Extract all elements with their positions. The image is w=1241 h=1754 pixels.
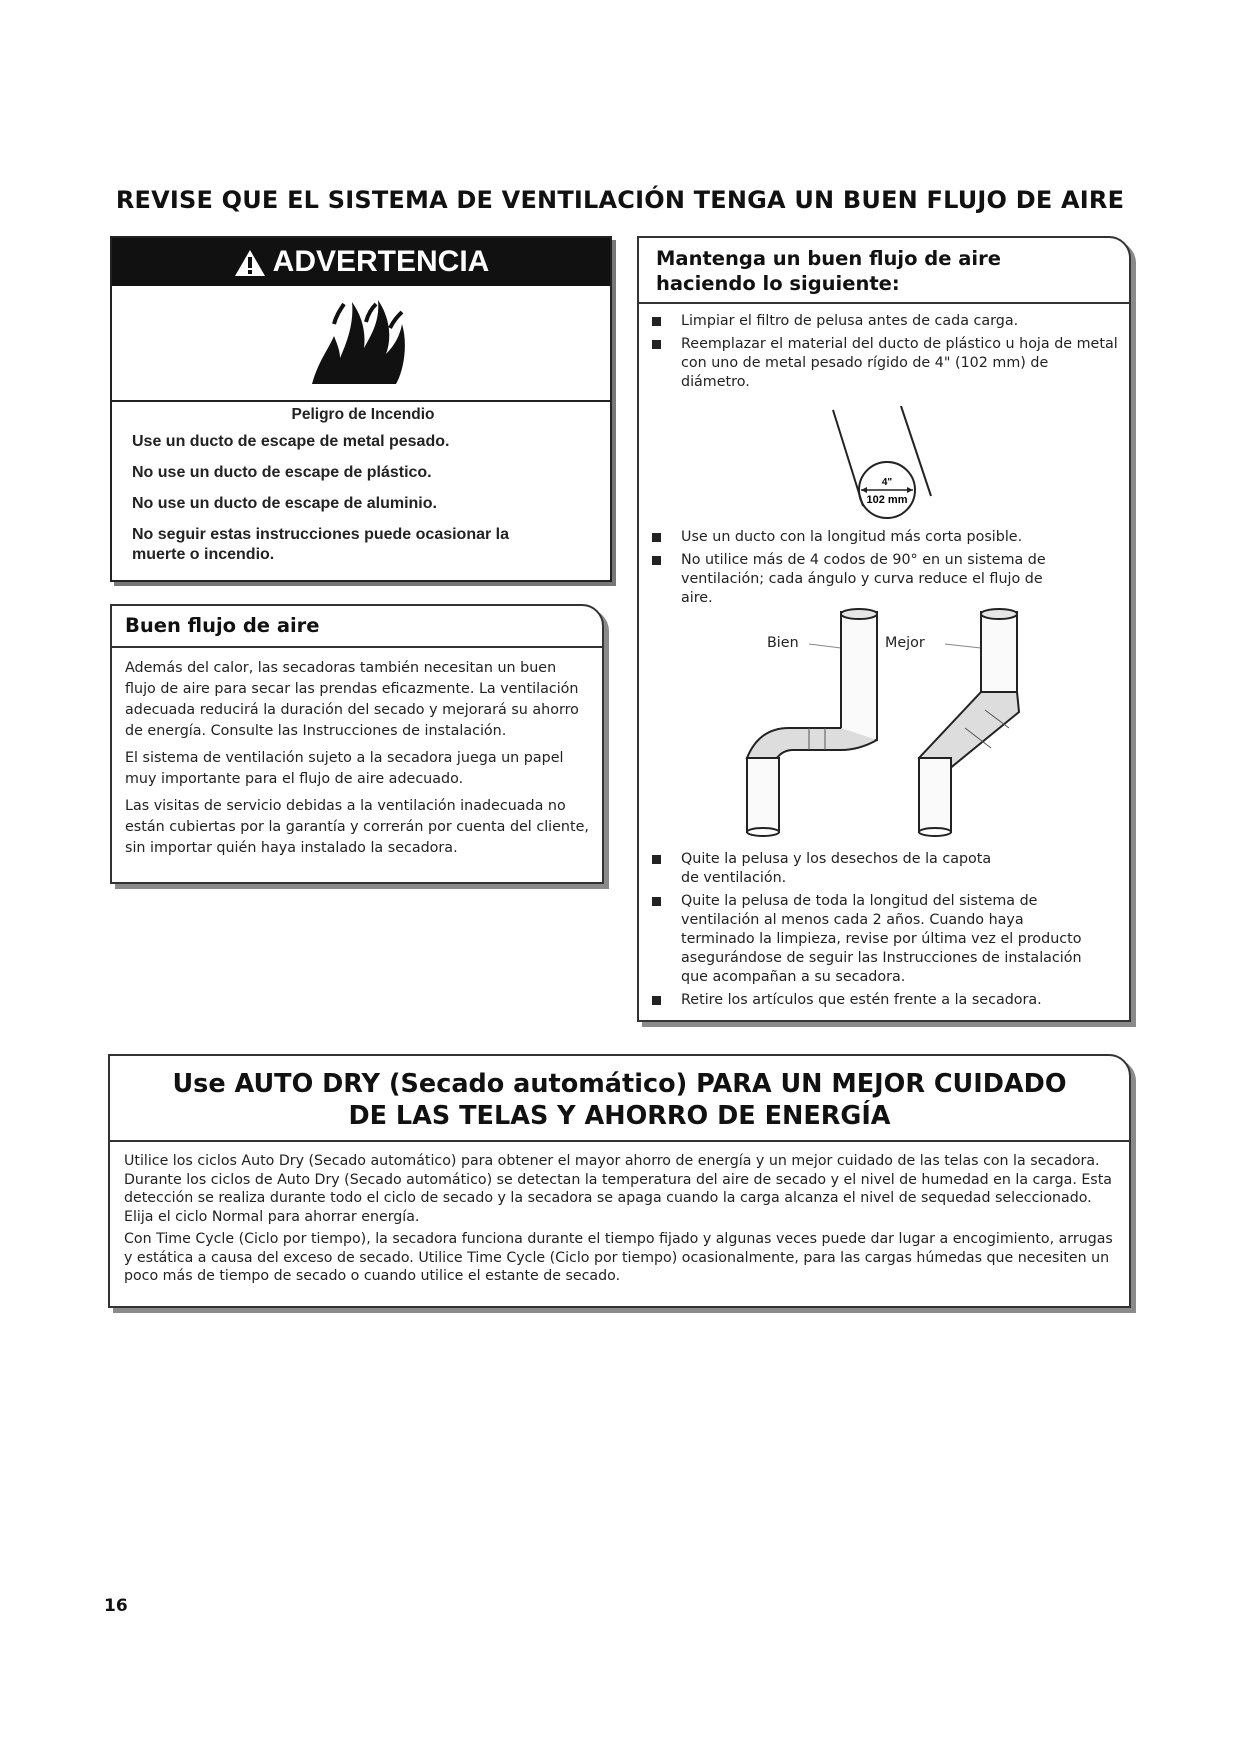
airflow-paragraph: Además del calor, las secadoras también necesitan un buen flujo de aire para secar las prendas eficazmente. La ventilación adecuada reducirá la duración del secado y mejorará su ahorro de energía. Consulte las Instrucciones de instalación. <box>125 660 579 739</box>
bullet-item: Quite la pelusa de toda la longitud del sistema de ventilación al menos cada 2 años. Cuando haya terminado la limpieza, revise por última vez el producto asegurándose de seguir las Instrucciones de instalación que acompañan a su secadora. <box>647 892 1101 987</box>
airflow-paragraph: El sistema de ventilación sujeto a la secadora juega un papel muy importante para el flujo de aire adecuado. <box>125 750 564 787</box>
warning-text <box>132 406 594 576</box>
warning-line: No use un ducto de escape de plástico. <box>132 464 432 481</box>
airflow-box <box>110 604 604 884</box>
airflow-title: Buen flujo de aire <box>112 606 602 648</box>
label-better: Mejor <box>885 635 925 651</box>
autodry-paragraph: Utilice los ciclos Auto Dry (Secado automático) para obtener el mayor ahorro de energía y un mejor cuidado de las telas con la secadora. Durante los ciclos de Auto Dry (Secado automático) se detectan la temperatura del aire de secado y el nivel de humedad en la carga. Esta detección se realiza durante todo el ciclo de secado y la secadora se apaga cuando la carga alcanza el nivel de sequedad seleccionado. Elija el ciclo Normal para ahorrar energía. <box>124 1153 1112 1225</box>
autodry-body <box>110 1142 1129 1286</box>
maintain-title-line: haciendo lo siguiente: <box>656 272 900 295</box>
duct-elbow-diagram <box>729 608 1069 838</box>
autodry-paragraph: Con Time Cycle (Ciclo por tiempo), la secadora funciona durante el tiempo fijado y algunas veces puede dar lugar a encogimiento, arrugas y estática a causa del exceso de secado. Utilice Time Cycle (Ciclo por tiempo) ocasionalmente, para las cargas húmedas que necesiten un poco más de tiempo de secado o cuando utilice el estante de secado. <box>124 1231 1113 1284</box>
bullet-list <box>647 528 1121 612</box>
maintain-title-line: Mantenga un buen flujo de aire <box>656 247 1001 270</box>
warning-triangle-icon <box>233 248 267 278</box>
maintain-box <box>637 236 1131 1022</box>
warning-icon-area <box>112 286 610 402</box>
warning-header <box>112 238 610 286</box>
warning-line: No use un ducto de escape de aluminio. <box>132 495 437 512</box>
airflow-paragraph: Las visitas de servicio debidas a la ventilación inadecuada no están cubiertas por la garantía y correrán por cuenta del cliente, sin importar quién haya instalado la secadora. <box>125 798 589 856</box>
bullet-item: No utilice más de 4 codos de 90° en un sistema de ventilación; cada ángulo y curva reduce el flujo de aire. <box>647 551 1061 608</box>
airflow-body <box>112 648 602 859</box>
bullet-item: Limpiar el filtro de pelusa antes de cada carga. <box>647 312 1121 331</box>
warning-heading: Peligro de Incendio <box>291 406 435 423</box>
diagram-label-mm: 102 mm <box>866 494 908 506</box>
bullet-list <box>647 850 1121 1014</box>
bullet-list <box>647 312 1121 396</box>
duct-diameter-diagram <box>829 406 939 526</box>
autodry-box <box>108 1054 1131 1308</box>
bullet-item: Retire los artículos que estén frente a la secadora. <box>647 991 1121 1010</box>
diagram-label-inches: 4" <box>881 477 893 488</box>
bullet-item: Reemplazar el material del ducto de plástico u hoja de metal con uno de metal pesado rígido de 4" (102 mm) de diámetro. <box>647 335 1121 392</box>
bullet-item: Use un ducto con la longitud más corta posible. <box>647 528 1121 547</box>
warning-line: No seguir estas instrucciones puede ocasionar la muerte o incendio. <box>132 526 510 563</box>
autodry-title-line: DE LAS TELAS Y AHORRO DE ENERGÍA <box>348 1101 891 1131</box>
bullet-item: Quite la pelusa y los desechos de la capota de ventilación. <box>647 850 1011 888</box>
warning-header-label: ADVERTENCIA <box>272 245 490 278</box>
page-title: REVISE QUE EL SISTEMA DE VENTILACIÓN TENGA UN BUEN FLUJO DE AIRE <box>115 186 1125 214</box>
autodry-title <box>110 1056 1129 1142</box>
fire-icon <box>304 292 414 392</box>
maintain-title <box>639 238 1129 304</box>
warning-line: Use un ducto de escape de metal pesado. <box>132 433 450 450</box>
page-number: 16 <box>104 1596 128 1616</box>
label-good: Bien <box>767 635 799 651</box>
autodry-title-line: Use AUTO DRY (Secado automático) PARA UN MEJOR CUIDADO <box>172 1069 1067 1099</box>
warning-box <box>110 236 612 582</box>
